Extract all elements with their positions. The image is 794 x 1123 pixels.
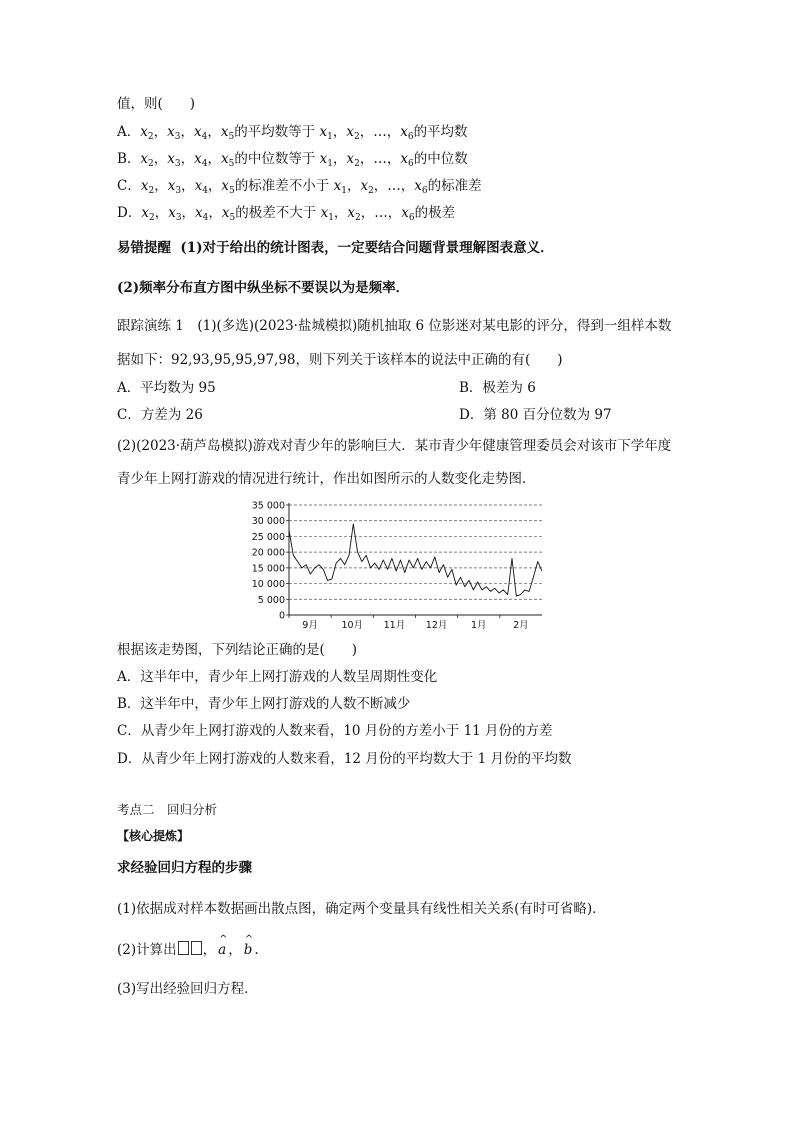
y-tick-label: 20 000 <box>251 547 285 559</box>
x-axis-ticks <box>289 615 542 631</box>
practice-1-options-row-1 <box>117 380 536 396</box>
series-line-0 <box>289 524 542 596</box>
x-tick-label: 1月 <box>470 620 487 631</box>
practice-1-line-2: 据如下：92,93,95,95,97,98，则下列关于该样本的说法中正确的有( ) <box>117 352 563 368</box>
chart-series <box>289 524 542 596</box>
y-tick-label: 0 <box>278 610 285 622</box>
tips-text-1: (1)对于给出的统计图表，一定要结合问题背景理解图表意义． <box>180 240 554 256</box>
y-tick-label: 15 000 <box>251 563 285 575</box>
core-label: 【核心提炼】 <box>117 829 190 843</box>
practice-1-line-1: 跟踪演练 1 (1)(多选)(2023·盐城模拟)随机抽取 6 位影迷对某电影的评分，得到一组样本数 <box>117 318 672 334</box>
practice-2-option-a: A．这半年中，青少年上网打游戏的人数呈周期性变化 <box>117 669 438 685</box>
option-b: B．$x_2$，$x_3$，$x_4$，$x_5$的中位数等于 $x_1$，$x_2$，…，$x_6$的中位数 <box>117 151 468 169</box>
section-title: 考点二 回归分析 <box>117 802 218 817</box>
practice-2-line-1: (2)(2023·葫芦岛模拟)游戏对青少年的影响巨大．某市青少年健康管理委员会对该市下学年度 <box>117 438 672 454</box>
practice-2-option-d: D．从青少年上网打游戏的人数来看，12 月份的平均数大于 1 月份的平均数 <box>117 751 572 767</box>
step-3: (3)写出经验回归方程． <box>117 981 258 997</box>
steps-heading: 求经验回归方程的步骤 <box>117 860 252 876</box>
step-2: (2)计算出 ，^ a ，^ b . <box>117 941 259 958</box>
x-tick-label: 2月 <box>513 620 529 631</box>
practice-2-option-c: C．从青少年上网打游戏的人数来看，10 月份的方差小于 11 月份的方差 <box>117 723 553 739</box>
practice-1-options-row-2 <box>117 407 612 423</box>
y-tick-label: 10 000 <box>251 579 285 591</box>
step-1: (1)依据成对样本数据画出散点图，确定两个变量具有线性相关关系(有时可省略)． <box>117 901 606 917</box>
y-axis-ticks <box>252 501 289 622</box>
option-c: C．$x_2$，$x_3$，$x_4$，$x_5$的标准差不小于 $x_1$，$x_2$，…，$x_6$的标准差 <box>117 178 482 196</box>
tips-line-1 <box>117 240 554 256</box>
b-hat: ^ b <box>244 942 253 958</box>
a-hat: ^ a <box>218 942 226 958</box>
x-bar-glyph <box>178 941 189 955</box>
x-tick-label: 9月 <box>302 620 318 631</box>
y-tick-label: 35 000 <box>251 500 285 512</box>
practice-1-option-d: D．第 80 百分位数为 97 <box>459 407 612 423</box>
y-tick-label: 5 000 <box>257 594 285 606</box>
practice-2-question: 根据该走势图，下列结论正确的是( ) <box>117 642 358 658</box>
tips-label: 易错提醒 <box>117 240 171 256</box>
trend-chart <box>246 497 546 637</box>
tips-line-2: (2)频率分布直方图中纵坐标不要误以为是频率． <box>117 280 410 296</box>
y-tick-label: 25 000 <box>251 531 285 543</box>
question-stem-end: 值，则( ) <box>117 96 196 112</box>
y-bar-glyph <box>191 941 202 955</box>
practice-1-option-c: C．方差为 26 <box>117 407 203 423</box>
x-tick-label: 10月 <box>341 620 364 631</box>
chart-grid <box>289 505 542 599</box>
practice-2-line-2: 青少年上网打游戏的情况进行统计，作出如图所示的人数变化走势图． <box>117 471 536 487</box>
y-tick-label: 30 000 <box>251 516 285 528</box>
x-tick-label: 11月 <box>383 620 406 631</box>
practice-2-option-b: B．这半年中，青少年上网打游戏的人数不断减少 <box>117 696 411 712</box>
x-tick-label: 12月 <box>425 620 448 631</box>
option-a: A．$x_2$，$x_3$，$x_4$，$x_5$的平均数等于 $x_1$，$x_2$，…，$x_6$的平均数 <box>117 124 468 142</box>
practice-1-option-a: A．平均数为 95 <box>117 380 216 396</box>
option-d: D．$x_2$，$x_3$，$x_4$，$x_5$的极差不大于 $x_1$，$x_2$，…，$x_6$的极差 <box>117 205 456 223</box>
practice-1-option-b: B．极差为 6 <box>459 380 536 396</box>
